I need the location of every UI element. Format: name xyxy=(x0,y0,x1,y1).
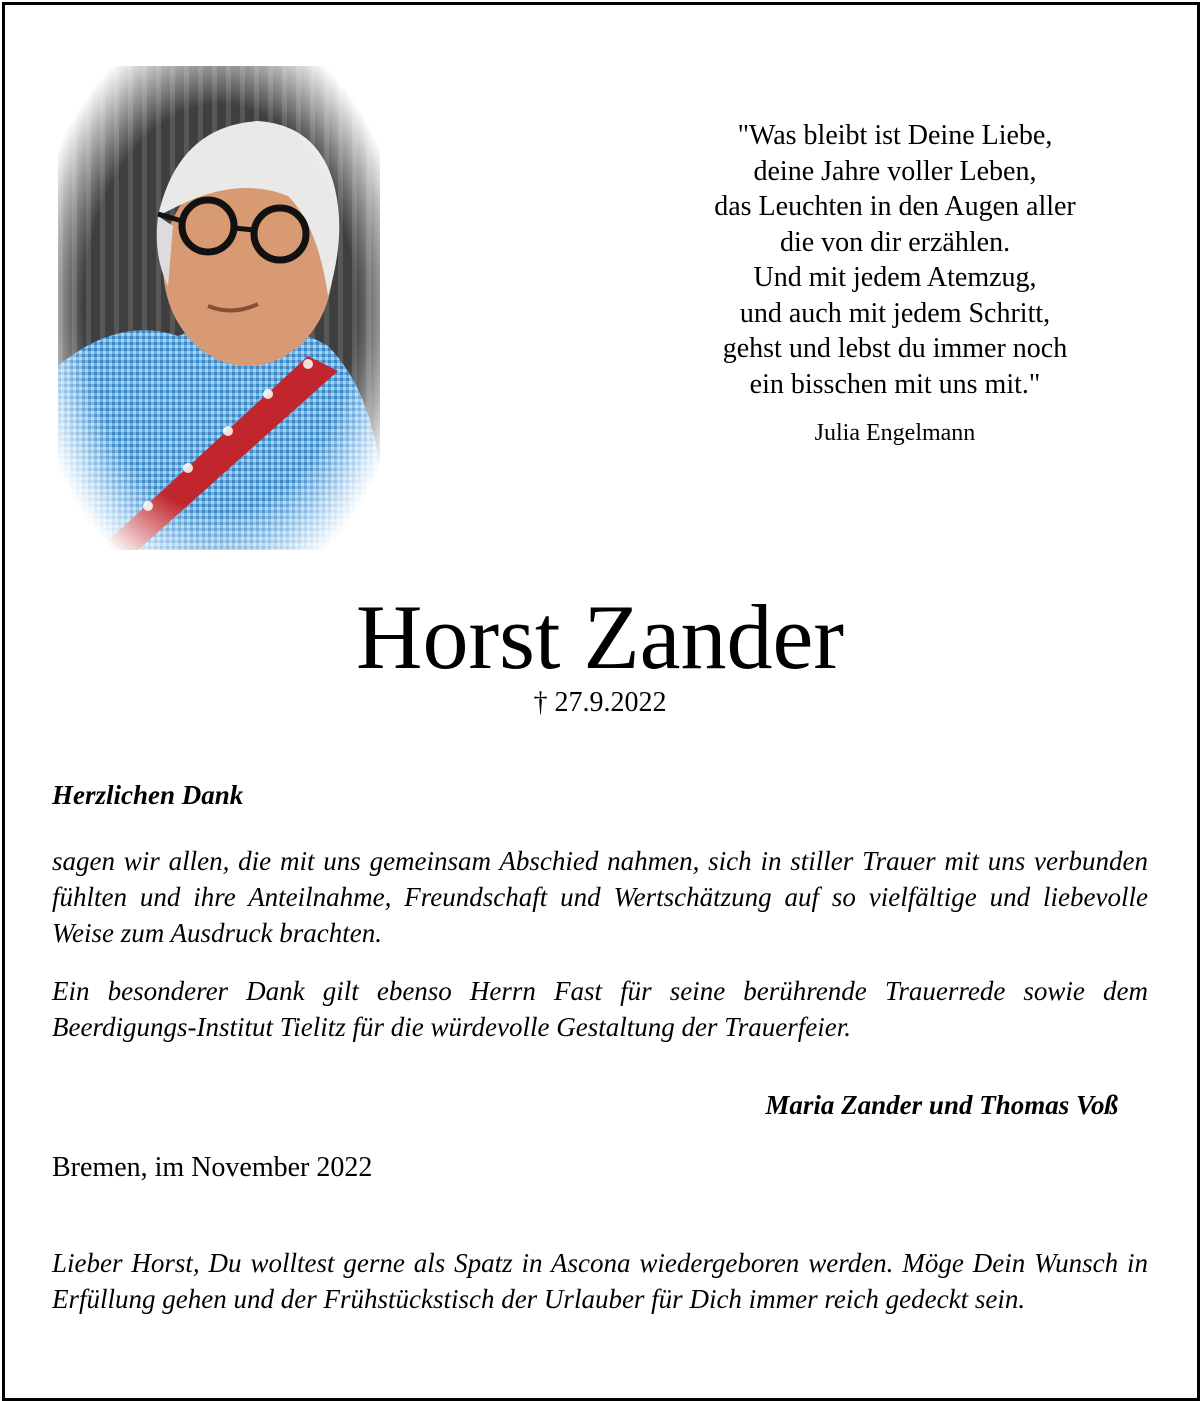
quote-line: und auch mit jedem Schritt, xyxy=(739,297,1051,329)
quote-line: die von dir erzählen. xyxy=(779,226,1011,258)
quote-line: ein bisschen mit uns mit." xyxy=(749,368,1041,400)
signature: Maria Zander und Thomas Voß xyxy=(765,1090,1118,1120)
quote-line: das Leuchten in den Augen aller xyxy=(714,191,1076,222)
place-date: Bremen, im November 2022 xyxy=(52,1152,373,1183)
thanks-paragraph: sagen wir allen, die mit uns gemeinsam Abschied nahmen, sich in stiller Trauer mit uns verbunden fühlten und ihre Anteilnahme, Freundschaft und Wertschätzung auf so vielfältige und liebevolle Weise zum Ausdruck brachten. xyxy=(52,846,1148,948)
personal-note: Lieber Horst, Du wolltest gerne als Spatz in Ascona wiedergeboren werden. Möge Dein Wunsch in Erfüllung gehen und der Frühstückstisch der Urlauber für Dich immer reich gedeckt sein. xyxy=(52,1248,1148,1314)
deceased-name: Horst Zander xyxy=(356,586,844,688)
quote-author: Julia Engelmann xyxy=(814,420,976,446)
quote-line: gehst und lebst du immer noch xyxy=(722,333,1068,364)
special-thanks-paragraph: Ein besonderer Dank gilt ebenso Herrn Fast für seine berührende Trauerrede sowie dem Beerdigungs-Institut Tielitz für die würdevolle Gestaltung der Trauerfeier. xyxy=(52,976,1148,1042)
quote-line: deine Jahre voller Leben, xyxy=(753,155,1037,187)
quote-line: "Was bleibt ist Deine Liebe, xyxy=(737,120,1053,151)
portrait-photo xyxy=(58,66,380,550)
memorial-quote xyxy=(620,118,1170,402)
death-date: † 27.9.2022 xyxy=(533,687,667,718)
thanks-heading: Herzlichen Dank xyxy=(52,780,244,810)
quote-line: Und mit jedem Atemzug, xyxy=(753,262,1037,293)
